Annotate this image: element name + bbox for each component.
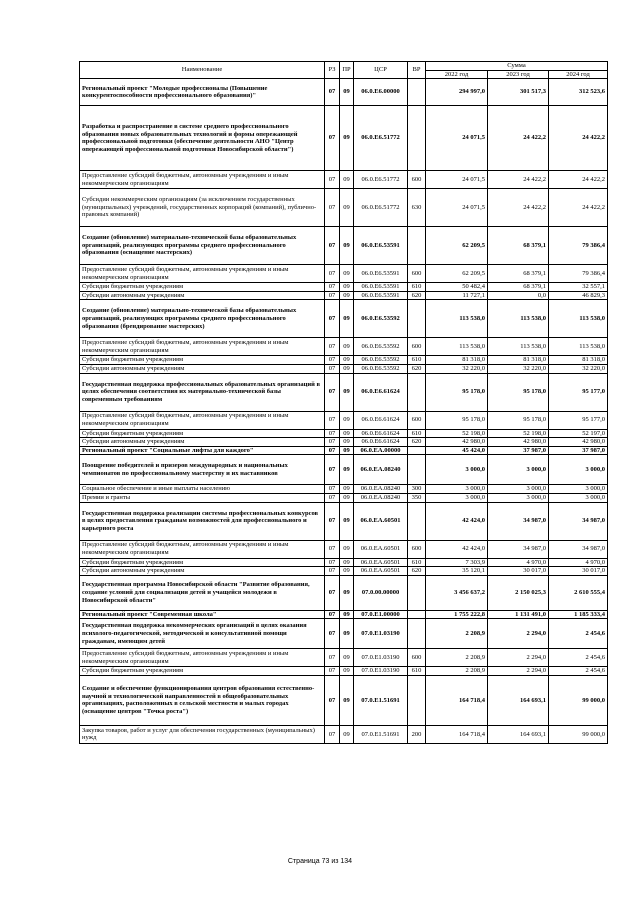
- row-rz: 07: [325, 79, 340, 106]
- row-vr: 600: [408, 649, 426, 667]
- row-csr: 07.0.Е1.00000: [354, 610, 408, 619]
- row-pr: 09: [340, 364, 354, 373]
- row-sum-2022: 52 198,0: [426, 429, 488, 438]
- row-csr: 06.0.ЕА.60501: [354, 540, 408, 558]
- table-row: [80, 725, 608, 743]
- row-sum-2024: 32 557,1: [549, 283, 608, 292]
- row-vr: [408, 373, 426, 411]
- row-rz: 07: [325, 291, 340, 300]
- row-rz: 07: [325, 610, 340, 619]
- row-pr: 09: [340, 558, 354, 567]
- row-pr: 09: [340, 265, 354, 283]
- table-row: [80, 227, 608, 265]
- header-sum: Сумма: [426, 62, 608, 71]
- row-vr: [408, 79, 426, 106]
- header-csr: ЦСР: [354, 62, 408, 79]
- row-sum-2022: 164 718,4: [426, 675, 488, 725]
- row-sum-2022: 1 755 222,8: [426, 610, 488, 619]
- row-pr: 09: [340, 575, 354, 610]
- row-pr: 09: [340, 373, 354, 411]
- row-name: Региональный проект "Молодые профессионалы (Повышение конкурентоспособности профессионального образования)": [80, 79, 325, 106]
- row-csr: 06.0.Е6.61624: [354, 411, 408, 429]
- row-rz: 07: [325, 265, 340, 283]
- table-row: [80, 438, 608, 447]
- row-vr: 610: [408, 558, 426, 567]
- row-csr: 06.0.Е6.51772: [354, 171, 408, 189]
- row-sum-2024: 312 523,6: [549, 79, 608, 106]
- row-sum-2022: 45 424,0: [426, 446, 488, 455]
- row-name: Премии и гранты: [80, 493, 325, 502]
- row-sum-2023: 2 150 025,3: [488, 575, 549, 610]
- row-pr: 09: [340, 540, 354, 558]
- row-name: Социальное обеспечение и иные выплаты населению: [80, 485, 325, 494]
- row-name: Субсидии автономным учреждениям: [80, 567, 325, 576]
- row-rz: 07: [325, 227, 340, 265]
- row-sum-2024: 95 177,0: [549, 373, 608, 411]
- row-name: Государственная поддержка реализации системы профессиональных конкурсов в целях предоставления гражданам возможностей для профессионального и карьерного роста: [80, 502, 325, 540]
- header-year-2022: 2022 год: [426, 70, 488, 79]
- row-pr: 09: [340, 106, 354, 171]
- row-vr: [408, 300, 426, 338]
- row-vr: 600: [408, 338, 426, 356]
- row-csr: 06.0.Е6.53592: [354, 364, 408, 373]
- row-csr: 06.0.Е6.53591: [354, 265, 408, 283]
- row-rz: 07: [325, 575, 340, 610]
- row-name: Государственная поддержка некоммерческих организаций в целях оказания психолого-педагогической, методической и консультативной помощи гражданам, имеющим детей: [80, 619, 325, 649]
- row-vr: 600: [408, 411, 426, 429]
- table-row: [80, 291, 608, 300]
- row-csr: 06.0.Е6.53592: [354, 356, 408, 365]
- row-name: Субсидии некоммерческим организациям (за исключением государственных (муниципальных) учреждений, государственных корпораций (компаний), публично-правовых компаний): [80, 189, 325, 227]
- row-sum-2022: 164 718,4: [426, 725, 488, 743]
- row-vr: 600: [408, 540, 426, 558]
- row-sum-2023: 42 980,0: [488, 438, 549, 447]
- row-name: Субсидии бюджетным учреждениям: [80, 429, 325, 438]
- table-row: [80, 429, 608, 438]
- table-row: [80, 79, 608, 106]
- row-sum-2023: 34 987,0: [488, 502, 549, 540]
- row-rz: 07: [325, 455, 340, 485]
- row-name: Закупка товаров, работ и услуг для обеспечения государственных (муниципальных) нужд: [80, 725, 325, 743]
- row-csr: 07.0.Е1.51691: [354, 675, 408, 725]
- row-rz: 07: [325, 540, 340, 558]
- row-pr: 09: [340, 725, 354, 743]
- row-vr: 620: [408, 438, 426, 447]
- row-sum-2022: 7 303,9: [426, 558, 488, 567]
- row-sum-2024: 52 197,0: [549, 429, 608, 438]
- row-sum-2023: 68 379,1: [488, 283, 549, 292]
- row-sum-2024: 2 610 555,4: [549, 575, 608, 610]
- row-rz: 07: [325, 364, 340, 373]
- row-csr: 06.0.Е6.61624: [354, 429, 408, 438]
- row-name: Предоставление субсидий бюджетным, автономным учреждениям и иным некоммерческим организациям: [80, 649, 325, 667]
- row-rz: 07: [325, 446, 340, 455]
- table-row: [80, 171, 608, 189]
- row-name: Субсидии автономным учреждениям: [80, 438, 325, 447]
- table-row: [80, 411, 608, 429]
- table-row: [80, 575, 608, 610]
- row-sum-2023: 1 131 491,0: [488, 610, 549, 619]
- table-row: [80, 283, 608, 292]
- row-vr: [408, 619, 426, 649]
- row-vr: 200: [408, 725, 426, 743]
- row-csr: 06.0.Е6.51772: [354, 189, 408, 227]
- row-pr: 09: [340, 619, 354, 649]
- row-sum-2024: 42 980,0: [549, 438, 608, 447]
- header-year-2023: 2023 год: [488, 70, 549, 79]
- row-csr: 07.0.00.00000: [354, 575, 408, 610]
- row-rz: 07: [325, 171, 340, 189]
- row-sum-2022: 3 000,0: [426, 485, 488, 494]
- row-rz: 07: [325, 411, 340, 429]
- row-sum-2023: 68 379,1: [488, 265, 549, 283]
- row-vr: [408, 446, 426, 455]
- row-sum-2022: 2 208,9: [426, 649, 488, 667]
- header-pr: ПР: [340, 62, 354, 79]
- row-sum-2022: 62 209,5: [426, 265, 488, 283]
- row-pr: 09: [340, 610, 354, 619]
- row-sum-2022: 24 071,5: [426, 106, 488, 171]
- row-pr: 09: [340, 493, 354, 502]
- row-vr: [408, 575, 426, 610]
- row-pr: 09: [340, 455, 354, 485]
- table-row: [80, 364, 608, 373]
- row-sum-2023: 3 000,0: [488, 485, 549, 494]
- row-pr: 09: [340, 300, 354, 338]
- row-pr: 09: [340, 438, 354, 447]
- row-sum-2023: 24 422,2: [488, 189, 549, 227]
- row-vr: 600: [408, 265, 426, 283]
- row-pr: 09: [340, 567, 354, 576]
- table-row: [80, 189, 608, 227]
- row-sum-2024: 3 000,0: [549, 493, 608, 502]
- table-row: [80, 558, 608, 567]
- table-row: [80, 338, 608, 356]
- header-year-2024: 2024 год: [549, 70, 608, 79]
- row-rz: 07: [325, 675, 340, 725]
- row-name: Разработка и распространение в системе среднего профессионального образования новых образовательных технологий и формы опережающей профессиональной подготовки (обеспечение деятельности АНО "Центр опережающей профессиональной подготовки Новосибирской области"): [80, 106, 325, 171]
- row-sum-2023: 24 422,2: [488, 106, 549, 171]
- row-rz: 07: [325, 189, 340, 227]
- row-name: Создание и обеспечение функционирования центров образования естественно-научной и технологической направленностей в общеобразовательных организациях, расположенных в сельской местности и малых городах (оснащение центров "Точка роста"): [80, 675, 325, 725]
- row-sum-2023: 34 987,0: [488, 540, 549, 558]
- row-sum-2022: 2 208,9: [426, 619, 488, 649]
- row-sum-2024: 79 386,4: [549, 265, 608, 283]
- row-sum-2023: 2 294,0: [488, 649, 549, 667]
- row-rz: 07: [325, 283, 340, 292]
- row-name: Субсидии автономным учреждениям: [80, 364, 325, 373]
- row-csr: 07.0.Е1.03190: [354, 667, 408, 676]
- table-row: [80, 540, 608, 558]
- row-csr: 06.0.ЕА.60501: [354, 558, 408, 567]
- row-sum-2024: 3 000,0: [549, 485, 608, 494]
- row-rz: 07: [325, 300, 340, 338]
- row-sum-2022: 42 424,0: [426, 540, 488, 558]
- row-sum-2024: 30 017,0: [549, 567, 608, 576]
- row-csr: 06.0.Е6.51772: [354, 106, 408, 171]
- row-vr: [408, 455, 426, 485]
- row-sum-2023: 95 178,0: [488, 373, 549, 411]
- table-row: [80, 502, 608, 540]
- row-name: Региональный проект "Социальные лифты для каждого": [80, 446, 325, 455]
- row-pr: 09: [340, 283, 354, 292]
- row-pr: 09: [340, 485, 354, 494]
- row-sum-2024: 3 000,0: [549, 455, 608, 485]
- row-sum-2022: 2 208,9: [426, 667, 488, 676]
- row-name: Региональный проект "Современная школа": [80, 610, 325, 619]
- row-sum-2024: 32 220,0: [549, 364, 608, 373]
- row-csr: 07.0.Е1.51691: [354, 725, 408, 743]
- row-rz: 07: [325, 502, 340, 540]
- row-sum-2023: 37 987,0: [488, 446, 549, 455]
- table-row: [80, 675, 608, 725]
- table-row: [80, 567, 608, 576]
- row-sum-2022: 24 071,5: [426, 189, 488, 227]
- row-rz: 07: [325, 373, 340, 411]
- row-sum-2023: 30 017,0: [488, 567, 549, 576]
- row-vr: 610: [408, 667, 426, 676]
- table-row: [80, 446, 608, 455]
- row-pr: 09: [340, 649, 354, 667]
- row-sum-2024: 24 422,2: [549, 189, 608, 227]
- row-csr: 06.0.ЕА.08240: [354, 493, 408, 502]
- row-name: Предоставление субсидий бюджетным, автономным учреждениям и иным некоммерческим организациям: [80, 338, 325, 356]
- row-sum-2022: 81 318,0: [426, 356, 488, 365]
- row-sum-2024: 46 829,3: [549, 291, 608, 300]
- row-csr: 06.0.Е6.00000: [354, 79, 408, 106]
- row-vr: [408, 227, 426, 265]
- row-pr: 09: [340, 171, 354, 189]
- row-sum-2022: 95 178,0: [426, 373, 488, 411]
- table-row: [80, 356, 608, 365]
- row-vr: 620: [408, 291, 426, 300]
- row-csr: 06.0.Е6.53591: [354, 291, 408, 300]
- row-name: Предоставление субсидий бюджетным, автономным учреждениям и иным некоммерческим организациям: [80, 540, 325, 558]
- row-name: Субсидии бюджетным учреждениям: [80, 283, 325, 292]
- row-rz: 07: [325, 106, 340, 171]
- row-vr: 610: [408, 356, 426, 365]
- table-row: [80, 493, 608, 502]
- row-sum-2023: 164 693,1: [488, 725, 549, 743]
- row-sum-2022: 3 000,0: [426, 455, 488, 485]
- row-rz: 07: [325, 429, 340, 438]
- row-sum-2023: 52 198,0: [488, 429, 549, 438]
- row-name: Предоставление субсидий бюджетным, автономным учреждениям и иным некоммерческим организациям: [80, 171, 325, 189]
- row-pr: 09: [340, 667, 354, 676]
- row-sum-2023: 2 294,0: [488, 619, 549, 649]
- row-pr: 09: [340, 291, 354, 300]
- row-csr: 06.0.Е6.61624: [354, 438, 408, 447]
- row-vr: 620: [408, 567, 426, 576]
- row-pr: 09: [340, 356, 354, 365]
- row-sum-2024: 99 000,0: [549, 725, 608, 743]
- row-sum-2022: 62 209,5: [426, 227, 488, 265]
- row-sum-2023: 113 538,0: [488, 300, 549, 338]
- row-name: Государственная поддержка профессиональных образовательных организаций в целях обеспечения соответствия их материально-технической базы современным требованиям: [80, 373, 325, 411]
- row-rz: 07: [325, 567, 340, 576]
- row-csr: 06.0.ЕА.60501: [354, 567, 408, 576]
- row-sum-2024: 24 422,2: [549, 106, 608, 171]
- row-sum-2024: 1 185 333,4: [549, 610, 608, 619]
- row-csr: 07.0.Е1.03190: [354, 649, 408, 667]
- table-row: [80, 265, 608, 283]
- row-name: Субсидии бюджетным учреждениям: [80, 558, 325, 567]
- row-pr: 09: [340, 502, 354, 540]
- row-csr: 06.0.Е6.61624: [354, 373, 408, 411]
- header-name: Наименование: [80, 62, 325, 79]
- row-rz: 07: [325, 438, 340, 447]
- row-sum-2022: 42 980,0: [426, 438, 488, 447]
- row-name: Государственная программа Новосибирской области "Развитие образования, создание условий для социализации детей и учащейся молодежи в Новосибирской области": [80, 575, 325, 610]
- row-sum-2022: 113 538,0: [426, 338, 488, 356]
- row-sum-2023: 3 000,0: [488, 493, 549, 502]
- header-vr: ВР: [408, 62, 426, 79]
- row-sum-2023: 164 693,1: [488, 675, 549, 725]
- row-pr: 09: [340, 411, 354, 429]
- row-pr: 09: [340, 189, 354, 227]
- row-csr: 06.0.Е6.53591: [354, 283, 408, 292]
- row-sum-2023: 32 220,0: [488, 364, 549, 373]
- row-csr: 06.0.Е6.53592: [354, 300, 408, 338]
- row-name: Предоставление субсидий бюджетным, автономным учреждениям и иным некоммерческим организациям: [80, 265, 325, 283]
- table-row: [80, 485, 608, 494]
- row-rz: 07: [325, 356, 340, 365]
- row-sum-2024: 113 538,0: [549, 300, 608, 338]
- row-vr: 350: [408, 493, 426, 502]
- row-sum-2024: 24 422,2: [549, 171, 608, 189]
- row-sum-2024: 95 177,0: [549, 411, 608, 429]
- row-vr: 630: [408, 189, 426, 227]
- row-pr: 09: [340, 446, 354, 455]
- row-sum-2022: 35 120,1: [426, 567, 488, 576]
- row-vr: 300: [408, 485, 426, 494]
- row-vr: [408, 502, 426, 540]
- row-name: Предоставление субсидий бюджетным, автономным учреждениям и иным некоммерческим организациям: [80, 411, 325, 429]
- table-row: [80, 610, 608, 619]
- row-sum-2022: 95 178,0: [426, 411, 488, 429]
- row-vr: [408, 675, 426, 725]
- row-sum-2022: 294 997,0: [426, 79, 488, 106]
- row-csr: 06.0.ЕА.00000: [354, 446, 408, 455]
- row-sum-2024: 2 454,6: [549, 619, 608, 649]
- row-vr: [408, 106, 426, 171]
- row-rz: 07: [325, 558, 340, 567]
- row-sum-2022: 32 220,0: [426, 364, 488, 373]
- row-sum-2024: 4 970,0: [549, 558, 608, 567]
- row-sum-2024: 99 000,0: [549, 675, 608, 725]
- row-sum-2024: 2 454,6: [549, 649, 608, 667]
- table-row: [80, 667, 608, 676]
- row-csr: 06.0.ЕА.08240: [354, 485, 408, 494]
- row-sum-2024: 34 987,0: [549, 502, 608, 540]
- row-sum-2024: 81 318,0: [549, 356, 608, 365]
- table-row: [80, 300, 608, 338]
- row-sum-2023: 24 422,2: [488, 171, 549, 189]
- row-vr: 620: [408, 364, 426, 373]
- row-rz: 07: [325, 493, 340, 502]
- row-rz: 07: [325, 619, 340, 649]
- row-sum-2022: 3 000,0: [426, 493, 488, 502]
- row-sum-2024: 113 538,0: [549, 338, 608, 356]
- table-row: [80, 106, 608, 171]
- row-vr: [408, 610, 426, 619]
- row-csr: 07.0.Е1.03190: [354, 619, 408, 649]
- row-sum-2024: 37 987,0: [549, 446, 608, 455]
- row-sum-2024: 79 386,4: [549, 227, 608, 265]
- table-body: [80, 79, 608, 744]
- table-row: [80, 373, 608, 411]
- row-sum-2023: 301 517,3: [488, 79, 549, 106]
- row-pr: 09: [340, 227, 354, 265]
- row-rz: 07: [325, 725, 340, 743]
- budget-table: [79, 61, 608, 744]
- row-rz: 07: [325, 667, 340, 676]
- row-csr: 06.0.Е6.53592: [354, 338, 408, 356]
- row-sum-2022: 24 071,5: [426, 171, 488, 189]
- row-sum-2022: 50 482,4: [426, 283, 488, 292]
- row-sum-2022: 3 456 637,2: [426, 575, 488, 610]
- row-csr: 06.0.ЕА.60501: [354, 502, 408, 540]
- row-sum-2023: 81 318,0: [488, 356, 549, 365]
- row-rz: 07: [325, 485, 340, 494]
- header-rz: РЗ: [325, 62, 340, 79]
- row-sum-2023: 68 379,1: [488, 227, 549, 265]
- row-sum-2023: 4 970,0: [488, 558, 549, 567]
- row-name: Поощрение победителей и призеров международных и национальных чемпионатов по профессиональному мастерству и их наставников: [80, 455, 325, 485]
- row-sum-2022: 113 538,0: [426, 300, 488, 338]
- row-name: Субсидии бюджетным учреждениям: [80, 356, 325, 365]
- row-pr: 09: [340, 79, 354, 106]
- row-csr: 06.0.Е6.53591: [354, 227, 408, 265]
- row-sum-2023: 113 538,0: [488, 338, 549, 356]
- row-rz: 07: [325, 649, 340, 667]
- row-name: Создание (обновление) материально-технической базы образовательных организаций, реализующих программы среднего профессионального образования (брендирование мастерских): [80, 300, 325, 338]
- row-name: Создание (обновление) материально-технической базы образовательных организаций, реализующих программы среднего профессионального образования (оснащение мастерских): [80, 227, 325, 265]
- table-row: [80, 455, 608, 485]
- table-row: [80, 619, 608, 649]
- row-pr: 09: [340, 675, 354, 725]
- row-pr: 09: [340, 338, 354, 356]
- row-sum-2024: 2 454,6: [549, 667, 608, 676]
- row-rz: 07: [325, 338, 340, 356]
- row-name: Субсидии автономным учреждениям: [80, 291, 325, 300]
- row-sum-2023: 95 178,0: [488, 411, 549, 429]
- table-row: [80, 649, 608, 667]
- row-sum-2022: 11 727,1: [426, 291, 488, 300]
- row-csr: 06.0.ЕА.08240: [354, 455, 408, 485]
- row-sum-2023: 0,0: [488, 291, 549, 300]
- page-footer: Страница 73 из 134: [287, 858, 353, 865]
- row-sum-2023: 3 000,0: [488, 455, 549, 485]
- row-sum-2023: 2 294,0: [488, 667, 549, 676]
- row-sum-2024: 34 987,0: [549, 540, 608, 558]
- row-pr: 09: [340, 429, 354, 438]
- row-vr: 610: [408, 429, 426, 438]
- row-sum-2022: 42 424,0: [426, 502, 488, 540]
- row-vr: 610: [408, 283, 426, 292]
- row-name: Субсидии бюджетным учреждениям: [80, 667, 325, 676]
- row-vr: 600: [408, 171, 426, 189]
